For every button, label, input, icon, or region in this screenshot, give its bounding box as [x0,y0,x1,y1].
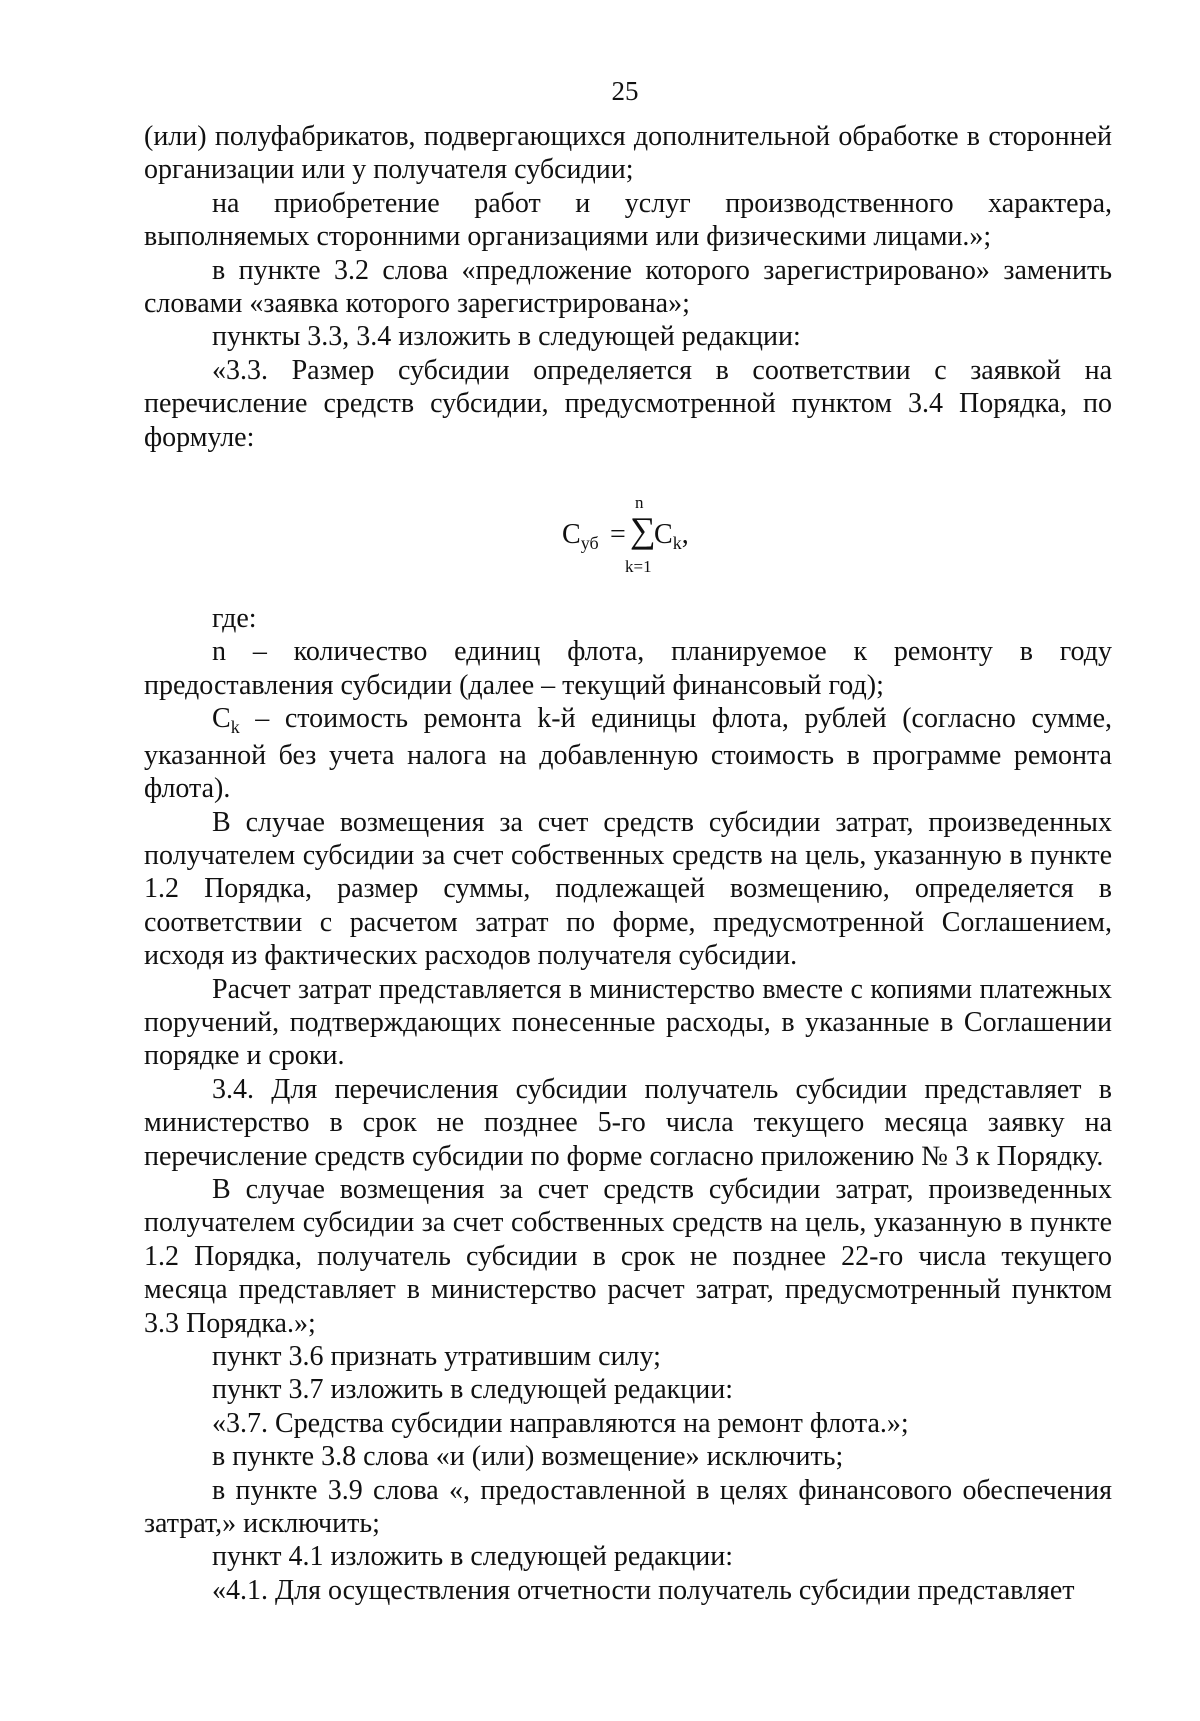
document-body [144,120,1112,1607]
paragraph-18: пункт 4.1 изложить в следующей редакции: [212,1541,733,1573]
paragraph-8-subscript: k [230,717,240,738]
paragraph-1: (или) полуфабрикатов, подвергающихся дополнительной обработке в сторонней организации или у получателя субсидии; [144,121,1112,186]
formula-c-subscript: уб [580,533,599,554]
paragraph-17: в пункте 3.9 слова «, предоставленной в целях финансового обеспечения затрат,» исключить; [144,1474,1112,1540]
paragraph-10: Расчет затрат представляется в министерство вместе с копиями платежных поручений, подтверждающих понесенные расходы, в указанные в Соглашении порядке и сроки. [144,973,1112,1072]
formula-c-letter: С [562,519,581,551]
paragraph-8-c: С [212,703,231,735]
formula-term-letter: С [654,519,673,551]
paragraph-12: В случае возмещения за счет средств субсидии затрат, произведенных получателем субсидии за счет собственных средств на цель, указанную в пункте 1.2 Порядка, получатель субсидии в срок не позднее 22-го числа текущего месяца представляет в министерство расчет затрат, предусмотренный пунктом 3.3 Порядка.»; [144,1173,1112,1339]
formula-c [562,518,599,554]
paragraph-8-text: – стоимость ремонта k-й единицы флота, рублей (согласно сумме, указанной без учета налога на добавленную стоимость в программе ремонта флота). [144,703,1112,805]
paragraph-9: В случае возмещения за счет средств субсидии затрат, произведенных получателем субсидии за счет собственных средств на цель, указанную в пункте 1.2 Порядка, размер суммы, подлежащей возмещению, определяется в соответствии с расчетом затрат по форме, предусмотренной Соглашением, исходя из фактических расходов получателя субсидии. [144,806,1112,972]
formula-upper-limit: n [635,493,644,513]
formula-sigma-icon: ∑ [630,510,656,551]
page-number: 25 [611,76,639,106]
paragraph-5: «3.3. Размер субсидии определяется в соответствии с заявкой на перечисление средств субсидии, предусмотренной пунктом 3.4 Порядка, по формуле: [144,354,1112,453]
paragraph-3: в пункте 3.2 слова «предложение которого зарегистрировано» заменить словами «заявка которого зарегистрирована»; [144,254,1112,320]
formula-comma: , [681,519,689,551]
paragraph-8 [144,702,1112,805]
formula-term-subscript: k [672,533,682,554]
paragraph-16: в пункте 3.8 слова «и (или) возмещение» исключить; [212,1441,844,1473]
paragraph-11: 3.4. Для перечисления субсидии получатель субсидии представляет в министерство в срок не позднее 5-го числа текущего месяца заявку на перечисление средств субсидии по форме согласно приложению № 3 к Порядку. [144,1073,1112,1172]
paragraph-15: «3.7. Средства субсидии направляются на ремонт флота.»; [212,1407,909,1439]
paragraph-7: n – количество единиц флота, планируемое к ремонту в году предоставления субсидии (далее – текущий финансовый год); [144,636,1112,701]
paragraph-4: пункты 3.3, 3.4 изложить в следующей редакции: [212,321,801,353]
paragraph-13: пункт 3.6 признать утратившим силу; [212,1341,661,1372]
formula-block [144,454,1112,602]
paragraph-19: «4.1. Для осуществления отчетности получатель субсидии представляет [212,1574,1075,1606]
paragraph-6: где: [212,603,257,635]
subsidy-formula [562,484,722,577]
formula-term [654,518,689,554]
formula-equals: = [610,519,626,551]
paragraph-14: пункт 3.7 изложить в следующей редакции: [212,1374,733,1406]
paragraph-2: на приобретение работ и услуг производственного характера, выполняемых сторонними организациями или физическими лицами.»; [144,187,1112,253]
formula-lower-limit: k=1 [625,557,652,577]
